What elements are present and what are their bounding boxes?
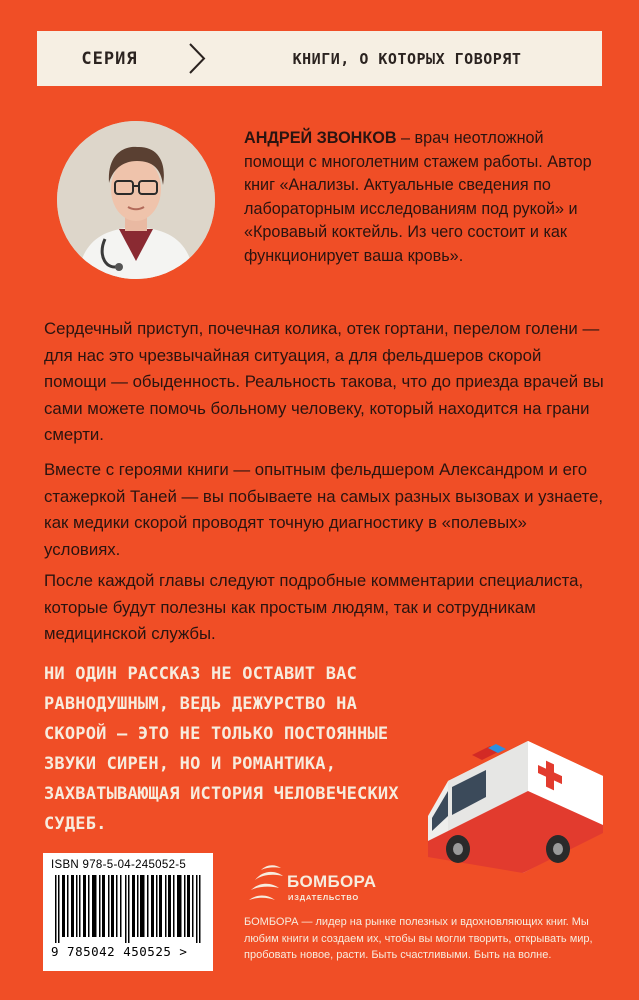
author-name: АНДРЕЙ ЗВОНКОВ <box>244 129 397 147</box>
description-paragraph-1: Сердечный приступ, почечная колика, отек гортани, перелом голени — для нас это чрезвычайная ситуация, а для фельдшеров скорой помощи — обыденность. Реальность такова, что до приезда врачей вы сами можете помочь больному человеку, который находится на грани смерти. <box>44 319 604 444</box>
barcode-icon <box>51 875 205 943</box>
isbn-label: ISBN 978-5-04-245052-5 <box>51 859 187 871</box>
series-title: КНИГИ, О КОТОРЫХ ГОВОРЯТ <box>292 49 522 68</box>
isbn-barcode <box>43 853 213 971</box>
author-bio <box>244 127 594 268</box>
author-photo <box>57 121 215 279</box>
publisher-logo-subtitle: ИЗДАТЕЛЬСТВО <box>288 893 359 902</box>
description-paragraph-3: После каждой главы следуют подробные комментарии специалиста, которые будут полезны как простым людям, так и сотрудникам медицинской службы. <box>44 571 584 643</box>
barcode-digits: 9 785042 450525 > <box>51 944 188 959</box>
ambulance-icon <box>418 721 614 881</box>
publisher-description: БОМБОРА — лидер на рынке полезных и вдохновляющих книг. Мы любим книги и создаем их, чтобы вы могли творить, открывать мир, пробовать новое, расти. Быть счастливыми. Быть на волне. <box>244 916 593 961</box>
publisher-logo-name: БОМБОРА <box>287 872 377 891</box>
series-label: СЕРИЯ <box>81 48 138 69</box>
headline: НИ ОДИН РАССКАЗ НЕ ОСТАВИТ ВАС РАВНОДУШНЫМ, ВЕДЬ ДЕЖУРСТВО НА СКОРОЙ — ЭТО НЕ ТОЛЬКО ПОСТОЯННЫЕ ЗВУКИ СИРЕН, НО И РОМАНТИКА, ЗАХВАТЫВАЮЩАЯ ИСТОРИЯ ЧЕЛОВЕЧЕСКИХ СУДЕБ. <box>44 664 399 834</box>
chevron-right-icon <box>182 31 212 86</box>
description-paragraph-2: Вместе с героями книги — опытным фельдшером Александром и его стажеркой Таней — вы побываете на самых разных вызовах и узнаете, как медики скорой проводят точную диагностику в «полевых» условиях. <box>44 460 604 559</box>
series-bar <box>37 31 602 86</box>
author-bio-text: – врач неотложной помощи с многолетним стажем работы. Автор книг «Анализы. Актуальные сведения по лабораторным исследованиям под рукой» и «Кровавый коктейль. Из чего состоит и как функционирует ваша кровь». <box>244 129 592 265</box>
